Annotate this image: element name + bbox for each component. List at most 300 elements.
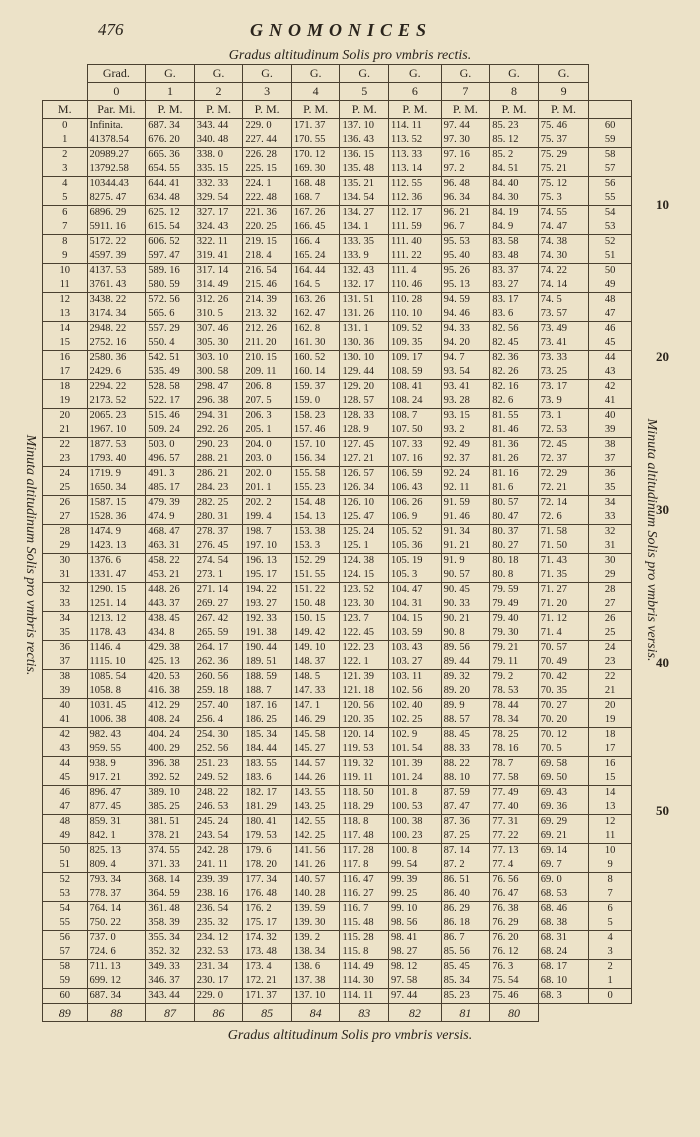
header-corner <box>589 65 632 83</box>
minute-versis-cell: 51 <box>589 249 632 264</box>
value-cell: 106. 59 <box>389 467 442 482</box>
degree-label: 4 <box>291 83 340 101</box>
value-cell: 364. 59 <box>146 887 195 902</box>
value-cell: 128. 57 <box>340 394 389 409</box>
g-label: G. <box>146 65 195 83</box>
minute-versis-cell: 18 <box>589 728 632 743</box>
value-cell: 207. 5 <box>243 394 292 409</box>
value-cell: 122. 1 <box>340 655 389 670</box>
value-cell: 159. 37 <box>291 380 340 395</box>
value-cell: 257. 40 <box>194 699 243 714</box>
value-cell: 251. 23 <box>194 757 243 772</box>
value-cell: 396. 38 <box>146 757 195 772</box>
value-cell: 1006. 38 <box>87 713 146 728</box>
value-cell: 276. 45 <box>194 539 243 554</box>
value-cell: 89. 56 <box>441 641 490 656</box>
table-row <box>43 409 632 424</box>
minute-cell: 3 <box>43 162 88 177</box>
table-row <box>43 728 632 743</box>
minute-versis-cell: 11 <box>589 829 632 844</box>
value-cell: 724. 6 <box>87 945 146 960</box>
value-cell: 92. 49 <box>441 438 490 453</box>
margin-mark: 10 <box>656 197 669 212</box>
table-row <box>43 119 632 134</box>
minute-cell: 4 <box>43 177 88 192</box>
value-cell: 229. 0 <box>243 119 292 134</box>
value-cell: 152. 29 <box>291 554 340 569</box>
table-row <box>43 699 632 714</box>
value-cell: 76. 29 <box>490 916 539 931</box>
value-cell: 420. 53 <box>146 670 195 685</box>
value-cell: 68. 38 <box>538 916 589 931</box>
table-row <box>43 974 632 989</box>
value-cell: 171. 37 <box>291 119 340 134</box>
value-cell: 535. 49 <box>146 365 195 380</box>
value-cell: 134. 54 <box>340 191 389 206</box>
table-row <box>43 989 632 1004</box>
table-row <box>43 597 632 612</box>
value-cell: 78. 16 <box>490 742 539 757</box>
value-cell: 191. 38 <box>243 626 292 641</box>
value-cell: 116. 7 <box>340 902 389 917</box>
value-cell: 77. 22 <box>490 829 539 844</box>
minute-cell: 27 <box>43 510 88 525</box>
value-cell: 108. 41 <box>389 380 442 395</box>
minute-versis-cell: 32 <box>589 525 632 540</box>
value-cell: 201. 1 <box>243 481 292 496</box>
value-cell: 737. 0 <box>87 931 146 946</box>
value-cell: 168. 7 <box>291 191 340 206</box>
minute-cell: 43 <box>43 742 88 757</box>
minute-cell: 57 <box>43 945 88 960</box>
value-cell: 70. 57 <box>538 641 589 656</box>
value-cell: 132. 17 <box>340 278 389 293</box>
value-cell: 877. 45 <box>87 800 146 815</box>
value-cell: 550. 4 <box>146 336 195 351</box>
table-row <box>43 786 632 801</box>
value-cell: 90. 45 <box>441 583 490 598</box>
value-cell: 126. 10 <box>340 496 389 511</box>
value-cell: 589. 16 <box>146 264 195 279</box>
minute-cell: 38 <box>43 670 88 685</box>
value-cell: 317. 14 <box>194 264 243 279</box>
value-cell: 196. 13 <box>243 554 292 569</box>
value-cell: 1474. 9 <box>87 525 146 540</box>
value-cell: 73. 49 <box>538 322 589 337</box>
value-cell: 292. 26 <box>194 423 243 438</box>
value-cell: 93. 28 <box>441 394 490 409</box>
value-cell: 6896. 29 <box>87 206 146 221</box>
value-cell: 332. 33 <box>194 177 243 192</box>
header-row-grad <box>43 65 632 83</box>
table-row <box>43 931 632 946</box>
value-cell: 173. 4 <box>243 960 292 975</box>
value-cell: 114. 11 <box>340 989 389 1004</box>
value-cell: 157. 10 <box>291 438 340 453</box>
value-cell: 194. 22 <box>243 583 292 598</box>
value-cell: 198. 7 <box>243 525 292 540</box>
value-cell: 176. 48 <box>243 887 292 902</box>
value-cell: 104. 31 <box>389 597 442 612</box>
value-cell: 123. 7 <box>340 612 389 627</box>
value-cell: 86. 40 <box>441 887 490 902</box>
minute-cell: 23 <box>43 452 88 467</box>
value-cell: 85. 2 <box>490 148 539 163</box>
minute-versis-cell: 46 <box>589 322 632 337</box>
value-cell: 80. 37 <box>490 525 539 540</box>
value-cell: 180. 41 <box>243 815 292 830</box>
value-cell: 90. 33 <box>441 597 490 612</box>
degree-label: 7 <box>441 83 490 101</box>
minute-cell: 0 <box>43 119 88 134</box>
value-cell: 162. 47 <box>291 307 340 322</box>
value-cell: 89. 44 <box>441 655 490 670</box>
value-cell: 131. 1 <box>340 322 389 337</box>
value-cell: 109. 52 <box>389 322 442 337</box>
table-row <box>43 394 632 409</box>
table-row <box>43 336 632 351</box>
footer-corner <box>538 1004 589 1022</box>
value-cell: 70. 49 <box>538 655 589 670</box>
value-cell: 170. 55 <box>291 133 340 148</box>
margin-mark: 20 <box>656 349 669 364</box>
value-cell: 135. 21 <box>340 177 389 192</box>
value-cell: 300. 58 <box>194 365 243 380</box>
degree-label: 5 <box>340 83 389 101</box>
header-corner <box>43 65 88 83</box>
value-cell: 96. 7 <box>441 220 490 235</box>
value-cell: 84. 30 <box>490 191 539 206</box>
value-cell: 4137. 53 <box>87 264 146 279</box>
value-cell: 859. 31 <box>87 815 146 830</box>
minute-versis-cell: 30 <box>589 554 632 569</box>
minute-cell: 2 <box>43 148 88 163</box>
value-cell: 429. 38 <box>146 641 195 656</box>
value-cell: 155. 58 <box>291 467 340 482</box>
value-cell: 273. 1 <box>194 568 243 583</box>
value-cell: Infinita. <box>87 119 146 134</box>
value-cell: 84. 51 <box>490 162 539 177</box>
value-cell: 179. 53 <box>243 829 292 844</box>
value-cell: 1877. 53 <box>87 438 146 453</box>
value-cell: 139. 59 <box>291 902 340 917</box>
value-cell: 264. 17 <box>194 641 243 656</box>
minute-cell: 34 <box>43 612 88 627</box>
minute-cell: 28 <box>43 525 88 540</box>
table-row <box>43 539 632 554</box>
value-cell: 76. 47 <box>490 887 539 902</box>
value-cell: 160. 52 <box>291 351 340 366</box>
value-cell: 438. 45 <box>146 612 195 627</box>
value-cell: 307. 46 <box>194 322 243 337</box>
minute-cell: 22 <box>43 438 88 453</box>
value-cell: 385. 25 <box>146 800 195 815</box>
table-row <box>43 510 632 525</box>
value-cell: 572. 56 <box>146 293 195 308</box>
value-cell: 338. 0 <box>194 148 243 163</box>
minute-cell: 7 <box>43 220 88 235</box>
value-cell: 917. 21 <box>87 771 146 786</box>
table-row <box>43 220 632 235</box>
value-cell: 88. 45 <box>441 728 490 743</box>
minute-versis-cell: 58 <box>589 148 632 163</box>
value-cell: 85. 23 <box>490 119 539 134</box>
value-cell: 246. 53 <box>194 800 243 815</box>
degree-label: 9 <box>538 83 589 101</box>
value-cell: 73. 9 <box>538 394 589 409</box>
value-cell: 491. 3 <box>146 467 195 482</box>
value-cell: 111. 40 <box>389 235 442 250</box>
value-cell: 91. 46 <box>441 510 490 525</box>
value-cell: 392. 52 <box>146 771 195 786</box>
value-cell: 151. 55 <box>291 568 340 583</box>
value-cell: 528. 58 <box>146 380 195 395</box>
degree-label: 6 <box>389 83 442 101</box>
minute-cell: 15 <box>43 336 88 351</box>
value-cell: 95. 40 <box>441 249 490 264</box>
value-cell: 73. 57 <box>538 307 589 322</box>
minute-cell: 31 <box>43 568 88 583</box>
value-cell: 249. 52 <box>194 771 243 786</box>
value-cell: 79. 11 <box>490 655 539 670</box>
value-cell: 90. 57 <box>441 568 490 583</box>
minute-versis-cell: 59 <box>589 133 632 148</box>
table-row <box>43 133 632 148</box>
value-cell: 94. 20 <box>441 336 490 351</box>
pm-label: P. M. <box>441 101 490 119</box>
table-row <box>43 380 632 395</box>
value-cell: 20989.27 <box>87 148 146 163</box>
pm-label: P. M. <box>146 101 195 119</box>
value-cell: 76. 12 <box>490 945 539 960</box>
value-cell: 137. 10 <box>291 989 340 1004</box>
value-cell: 164. 44 <box>291 264 340 279</box>
value-cell: 239. 39 <box>194 873 243 888</box>
value-cell: 105. 36 <box>389 539 442 554</box>
value-cell: 143. 55 <box>291 786 340 801</box>
value-cell: 565. 6 <box>146 307 195 322</box>
value-cell: 97. 44 <box>441 119 490 134</box>
minute-cell: 30 <box>43 554 88 569</box>
degree-label: 1 <box>146 83 195 101</box>
table-row <box>43 162 632 177</box>
value-cell: 190. 44 <box>243 641 292 656</box>
value-cell: 503. 0 <box>146 438 195 453</box>
value-cell: 68. 17 <box>538 960 589 975</box>
value-cell: 205. 1 <box>243 423 292 438</box>
minute-cell: 5 <box>43 191 88 206</box>
value-cell: 188. 7 <box>243 684 292 699</box>
minute-versis-cell: 24 <box>589 641 632 656</box>
minute-versis-cell: 14 <box>589 786 632 801</box>
minute-versis-cell: 9 <box>589 858 632 873</box>
value-cell: 127. 21 <box>340 452 389 467</box>
value-cell: 215. 46 <box>243 278 292 293</box>
minute-cell: 35 <box>43 626 88 641</box>
value-cell: 80. 8 <box>490 568 539 583</box>
altitude-table <box>42 64 632 1022</box>
value-cell: 174. 32 <box>243 931 292 946</box>
value-cell: 89. 9 <box>441 699 490 714</box>
degree-label: 2 <box>194 83 243 101</box>
minute-versis-cell: 28 <box>589 583 632 598</box>
margin-mark: 30 <box>656 502 669 517</box>
value-cell: 114. 30 <box>340 974 389 989</box>
value-cell: 1085. 54 <box>87 670 146 685</box>
minute-versis-cell: 39 <box>589 423 632 438</box>
table-row <box>43 684 632 699</box>
value-cell: 97. 58 <box>389 974 442 989</box>
value-cell: 193. 27 <box>243 597 292 612</box>
value-cell: 73. 41 <box>538 336 589 351</box>
value-cell: 79. 40 <box>490 612 539 627</box>
table-row <box>43 641 632 656</box>
value-cell: 389. 10 <box>146 786 195 801</box>
value-cell: 79. 21 <box>490 641 539 656</box>
value-cell: 5911. 16 <box>87 220 146 235</box>
value-cell: 82. 6 <box>490 394 539 409</box>
value-cell: 106. 43 <box>389 481 442 496</box>
value-cell: 86. 18 <box>441 916 490 931</box>
minute-versis-cell: 57 <box>589 162 632 177</box>
minute-versis-cell: 21 <box>589 684 632 699</box>
value-cell: 1376. 6 <box>87 554 146 569</box>
value-cell: 103. 59 <box>389 626 442 641</box>
value-cell: 83. 48 <box>490 249 539 264</box>
minute-versis-cell: 12 <box>589 815 632 830</box>
table-row <box>43 278 632 293</box>
value-cell: 265. 59 <box>194 626 243 641</box>
value-cell: 188. 59 <box>243 670 292 685</box>
value-cell: 368. 14 <box>146 873 195 888</box>
minute-cell: 44 <box>43 757 88 772</box>
value-cell: 699. 12 <box>87 974 146 989</box>
value-cell: 153. 3 <box>291 539 340 554</box>
value-cell: 142. 55 <box>291 815 340 830</box>
table-row <box>43 887 632 902</box>
value-cell: 234. 12 <box>194 931 243 946</box>
value-cell: 485. 17 <box>146 481 195 496</box>
value-cell: 290. 23 <box>194 438 243 453</box>
value-cell: 98. 27 <box>389 945 442 960</box>
value-cell: 842. 1 <box>87 829 146 844</box>
g-label: G. <box>441 65 490 83</box>
value-cell: 115. 28 <box>340 931 389 946</box>
value-cell: 139. 30 <box>291 916 340 931</box>
value-cell: 68. 3 <box>538 989 589 1004</box>
value-cell: 95. 26 <box>441 264 490 279</box>
value-cell: 687. 34 <box>146 119 195 134</box>
value-cell: 187. 16 <box>243 699 292 714</box>
value-cell: 78. 7 <box>490 757 539 772</box>
value-cell: 654. 55 <box>146 162 195 177</box>
value-cell: 644. 41 <box>146 177 195 192</box>
value-cell: 145. 58 <box>291 728 340 743</box>
minute-versis-cell: 17 <box>589 742 632 757</box>
value-cell: 70. 27 <box>538 699 589 714</box>
value-cell: 218. 4 <box>243 249 292 264</box>
value-cell: 303. 10 <box>194 351 243 366</box>
value-cell: 282. 25 <box>194 496 243 511</box>
value-cell: 96. 34 <box>441 191 490 206</box>
value-cell: 74. 22 <box>538 264 589 279</box>
value-cell: 825. 13 <box>87 844 146 859</box>
value-cell: 230. 17 <box>194 974 243 989</box>
value-cell: 95. 53 <box>441 235 490 250</box>
table-row <box>43 713 632 728</box>
value-cell: 106. 26 <box>389 496 442 511</box>
table-row <box>43 481 632 496</box>
table-row <box>43 829 632 844</box>
value-cell: 81. 46 <box>490 423 539 438</box>
value-cell: 110. 46 <box>389 278 442 293</box>
pm-label: P. M. <box>243 101 292 119</box>
value-cell: 322. 11 <box>194 235 243 250</box>
value-cell: 580. 59 <box>146 278 195 293</box>
footer-row <box>43 1004 632 1022</box>
value-cell: 77. 31 <box>490 815 539 830</box>
value-cell: 349. 33 <box>146 960 195 975</box>
minute-cell: 46 <box>43 786 88 801</box>
pm-label: P. M. <box>291 101 340 119</box>
value-cell: 314. 49 <box>194 278 243 293</box>
value-cell: 72. 21 <box>538 481 589 496</box>
value-cell: 112. 36 <box>389 191 442 206</box>
footer-degree: 88 <box>87 1004 146 1022</box>
value-cell: 106. 9 <box>389 510 442 525</box>
value-cell: 192. 33 <box>243 612 292 627</box>
value-cell: 120. 35 <box>340 713 389 728</box>
value-cell: 162. 8 <box>291 322 340 337</box>
value-cell: 130. 10 <box>340 351 389 366</box>
minute-versis-cell: 20 <box>589 699 632 714</box>
value-cell: 83. 37 <box>490 264 539 279</box>
right-side-caption: Minuta altitudinum Solis pro vmbris versis. <box>644 418 659 662</box>
g-label: G. <box>389 65 442 83</box>
value-cell: 165. 24 <box>291 249 340 264</box>
value-cell: 474. 9 <box>146 510 195 525</box>
value-cell: 125. 47 <box>340 510 389 525</box>
minute-versis-cell: 2 <box>589 960 632 975</box>
value-cell: 72. 53 <box>538 423 589 438</box>
value-cell: 340. 48 <box>194 133 243 148</box>
value-cell: 280. 31 <box>194 510 243 525</box>
value-cell: 161. 30 <box>291 336 340 351</box>
value-cell: 176. 2 <box>243 902 292 917</box>
value-cell: 76. 3 <box>490 960 539 975</box>
value-cell: 88. 10 <box>441 771 490 786</box>
minute-versis-cell: 16 <box>589 757 632 772</box>
minute-cell: 58 <box>43 960 88 975</box>
value-cell: 206. 8 <box>243 380 292 395</box>
value-cell: 222. 48 <box>243 191 292 206</box>
value-cell: 1793. 40 <box>87 452 146 467</box>
value-cell: 102. 25 <box>389 713 442 728</box>
value-cell: 242. 28 <box>194 844 243 859</box>
value-cell: 150. 15 <box>291 612 340 627</box>
value-cell: 329. 54 <box>194 191 243 206</box>
value-cell: 72. 14 <box>538 496 589 511</box>
value-cell: 210. 15 <box>243 351 292 366</box>
value-cell: 92. 11 <box>441 481 490 496</box>
value-cell: 687. 34 <box>87 989 146 1004</box>
value-cell: 76. 56 <box>490 873 539 888</box>
table-row <box>43 945 632 960</box>
value-cell: 443. 37 <box>146 597 195 612</box>
table-body <box>43 119 632 1004</box>
value-cell: 99. 25 <box>389 887 442 902</box>
value-cell: 1719. 9 <box>87 467 146 482</box>
